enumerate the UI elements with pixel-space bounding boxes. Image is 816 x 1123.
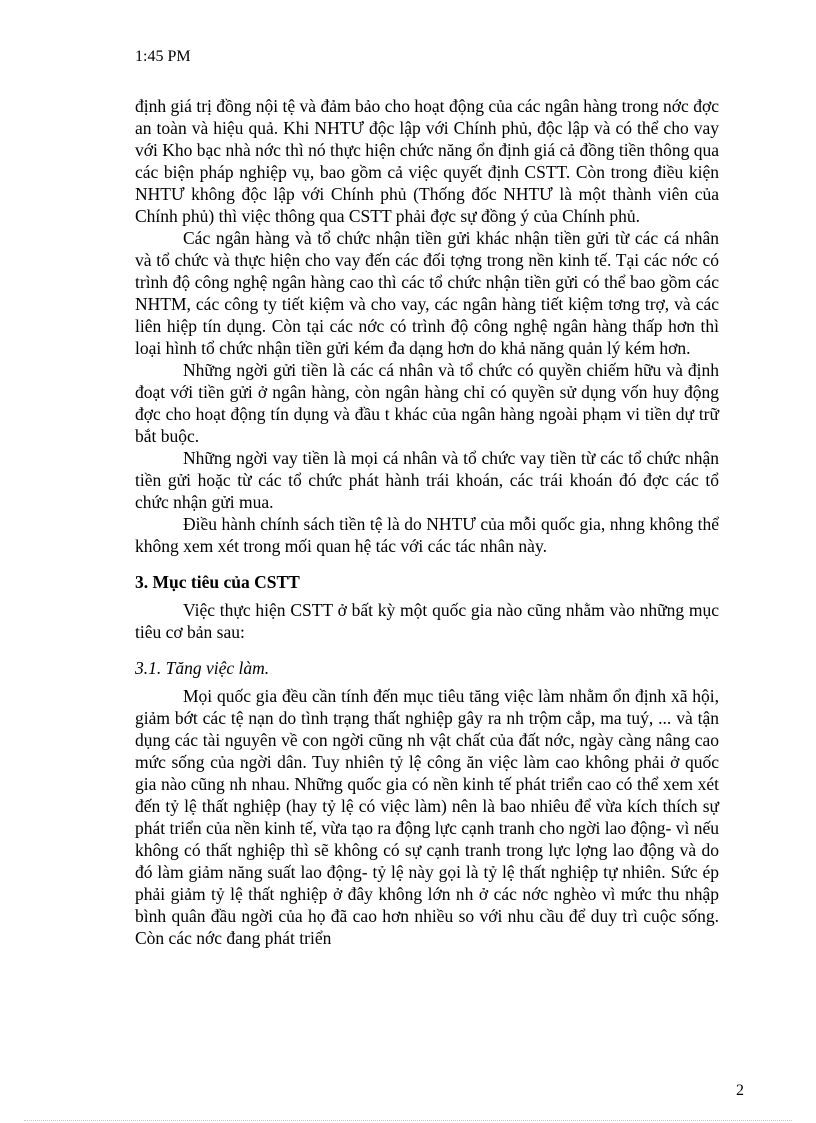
subsection-heading: 3.1. Tăng việc làm. (135, 658, 270, 678)
paragraph-1: định giá trị đồng nội tệ và đảm bảo cho hoạt động của các ngân hàng trong nớc đợc an toàn và hiệu quả. Khi NHTƯ độc lập với Chính phủ, độc lập và có thể cho vay với Kho bạc nhà nớc thì nó thực hiện chức năng ổn định giá cả đồng tiền thông qua các biện pháp nghiệp vụ, bao gồm cả việc quyết định CSTT. Còn trong điều kiện NHTƯ không độc lập với Chính phủ (Thống đốc NHTƯ là một thành viên của Chính phủ) thì việc thông qua CSTT phải đợc sự đồng ý của Chính phủ. (135, 96, 719, 226)
subsection-body: Mọi quốc gia đều cần tính đến mục tiêu tăng việc làm nhằm ổn định xã hội, giảm bớt các tệ nạn do tình trạng thất nghiệp gây ra nh trộm cắp, ma tuý, ... và tận dụng các tài nguyên về con ngời cũng nh vật chất của đất nớc, ngày càng nâng cao mức sống của ngời dân. Tuy nhiên tỷ lệ công ăn việc làm cao không phải ở quốc gia nào cũng nh nhau. Những quốc gia có nền kinh tế phát triển cao có thể xem xét đến tỷ lệ thất nghiệp (hay tỷ lệ có việc làm) nên là bao nhiêu để vừa kích thích sự phát triển của nền kinh tế, vừa tạo ra động lực cạnh tranh cho ngời lao động- vì nếu không có thất nghiệp thì sẽ không có sự cạnh tranh trong lực lợng lao động và do đó làm giảm năng suất lao động- tỷ lệ này gọi là tỷ lệ thất nghiệp tự nhiên. Sức ép phải giảm tỷ lệ thất nghiệp ở đây không lớn nh ở các nớc nghèo vì mức thu nhập bình quân đầu ngời của họ đã cao hơn nhiều so với nhu cầu để duy trì cuộc sống. Còn các nớc đang phát triển (135, 686, 719, 948)
section-intro: Việc thực hiện CSTT ở bất kỳ một quốc gia nào cũng nhằm vào những mục tiêu cơ bản sau: (135, 600, 719, 642)
paragraph-5: Điều hành chính sách tiền tệ là do NHTƯ của mỗi quốc gia, nhng không thể không xem xét trong mối quan hệ tác với các tác nhân này. (135, 514, 719, 556)
paragraph-2: Các ngân hàng và tổ chức nhận tiền gửi khác nhận tiền gửi từ các cá nhân và tổ chức và thực hiện cho vay đến các đối tợng trong nền kinh tế. Tại các nớc có trình độ công nghệ ngân hàng cao thì các tổ chức nhận tiền gửi có thể bao gồm các NHTM, các công ty tiết kiệm và cho vay, các ngân hàng tiết kiệm tơng trợ, và các liên hiệp tín dụng. Còn tại các nớc có trình độ công nghệ ngân hàng thấp hơn thì loại hình tổ chức nhận tiền gửi kém đa dạng hơn do khả năng quản lý kém hơn. (135, 228, 719, 358)
page-bottom-border (24, 1120, 792, 1121)
document-body (135, 95, 719, 949)
header-time: 1:45 PM (135, 48, 191, 65)
paragraph-4: Những ngời vay tiền là mọi cá nhân và tổ chức vay tiền từ các tổ chức nhận tiền gửi hoặc từ các tổ chức phát hành trái khoán, các trái khoán đó đợc các tổ chức nhận gửi mua. (135, 448, 719, 512)
section-heading: 3. Mục tiêu của CSTT (135, 572, 300, 592)
page-number: 2 (736, 1082, 744, 1099)
paragraph-3: Những ngời gửi tiền là các cá nhân và tổ chức có quyền chiếm hữu và định đoạt với tiền gửi ở ngân hàng, còn ngân hàng chỉ có quyền sử dụng vốn huy động đợc cho hoạt động tín dụng và đầu t khác của ngân hàng ngoài phạm vi tiền dự trữ bắt buộc. (135, 360, 719, 446)
